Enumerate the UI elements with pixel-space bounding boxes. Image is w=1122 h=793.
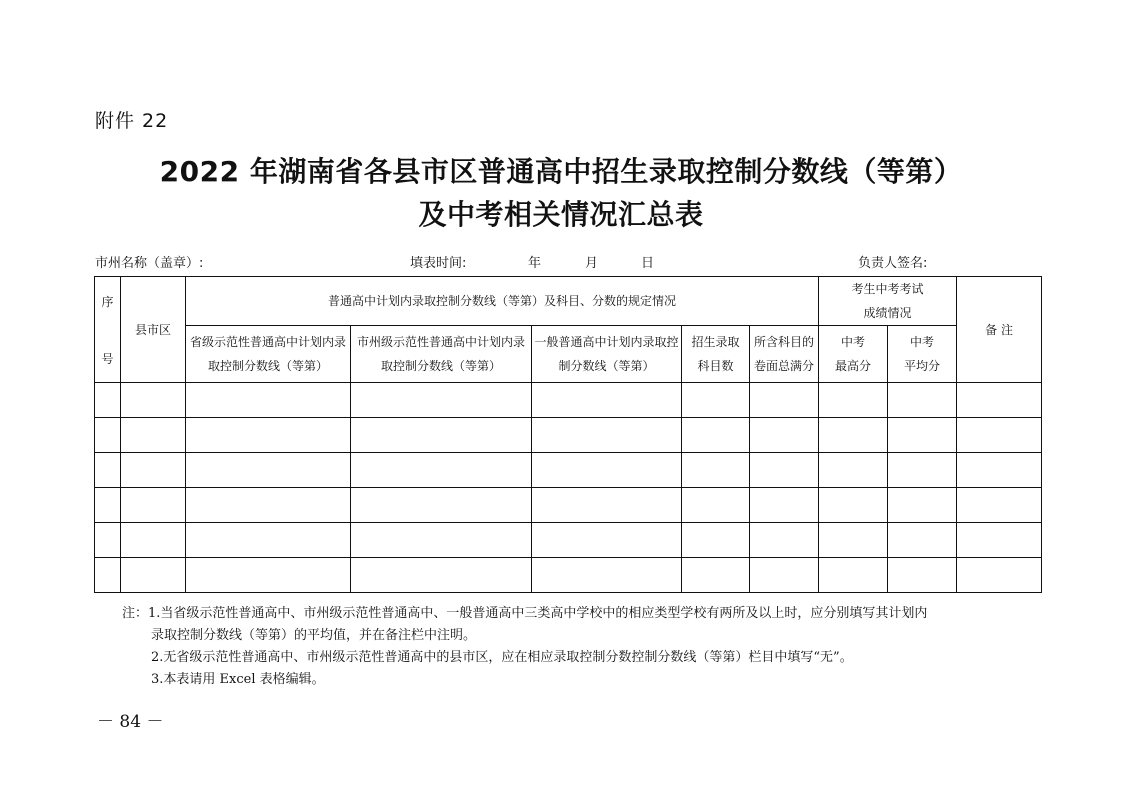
table-cell[interactable] — [351, 488, 532, 523]
header-avg-score — [888, 326, 957, 383]
table-cell[interactable] — [819, 383, 888, 418]
header-city-cutoff — [351, 326, 532, 383]
table-cell[interactable] — [682, 488, 750, 523]
table-cell[interactable] — [888, 523, 957, 558]
table-cell[interactable] — [186, 488, 351, 523]
table-cell[interactable] — [532, 418, 682, 453]
table-row — [95, 523, 1042, 558]
table-cell[interactable] — [351, 383, 532, 418]
table-cell[interactable] — [957, 453, 1042, 488]
table-cell[interactable] — [95, 558, 121, 593]
table-row — [95, 453, 1042, 488]
table-cell[interactable] — [888, 418, 957, 453]
header-subject-count — [682, 326, 750, 383]
table-row — [95, 418, 1042, 453]
note-2: 2.无省级示范性普通高中、市州级示范性普通高中的县市区，应在相应录取控制分数控制分数线（等第）栏目中填写“无”。 — [151, 650, 853, 665]
title-line-2: 及中考相关情况汇总表 — [418, 198, 704, 231]
table-row — [95, 488, 1042, 523]
header-seq-char-2: 号 — [101, 352, 114, 366]
table-cell[interactable] — [819, 453, 888, 488]
table-cell[interactable] — [95, 523, 121, 558]
header-cutoff-group: 普通高中计划内录取控制分数线（等第）及科目、分数的规定情况 — [186, 277, 819, 326]
page-number: － 84 － — [97, 712, 164, 732]
month-label: 月 — [585, 256, 599, 271]
table-cell[interactable] — [957, 523, 1042, 558]
table-cell[interactable] — [750, 488, 819, 523]
table-cell[interactable] — [121, 488, 186, 523]
header-exam-line-1: 考生中考考试 — [851, 282, 924, 296]
signature-label: 负责人签名: — [858, 256, 928, 271]
header-subject-line-2: 科目数 — [697, 359, 734, 373]
header-full-score-line-2: 卷面总满分 — [754, 359, 815, 373]
header-remarks: 备 注 — [957, 277, 1042, 383]
header-full-score — [750, 326, 819, 383]
table-cell[interactable] — [819, 558, 888, 593]
header-exam-line-2: 成绩情况 — [863, 306, 912, 320]
note-3: 3.本表请用 Excel 表格编辑。 — [151, 672, 325, 687]
table-cell[interactable] — [750, 558, 819, 593]
table-row — [95, 383, 1042, 418]
header-county: 县市区 — [121, 277, 186, 383]
header-seq — [95, 277, 121, 383]
table-cell[interactable] — [957, 383, 1042, 418]
table-cell[interactable] — [888, 558, 957, 593]
table-cell[interactable] — [819, 488, 888, 523]
attachment-label: 附件 22 — [95, 110, 169, 132]
table-cell[interactable] — [186, 418, 351, 453]
table-row — [95, 558, 1042, 593]
header-city-line-2: 取控制分数线（等第） — [380, 359, 501, 373]
header-full-score-line-1: 所含科目的 — [754, 335, 815, 349]
header-exam-group — [819, 277, 957, 326]
header-seq-char-1: 序 — [101, 295, 114, 309]
table-cell[interactable] — [682, 418, 750, 453]
table-cell[interactable] — [186, 383, 351, 418]
table-cell[interactable] — [532, 558, 682, 593]
table-cell[interactable] — [351, 453, 532, 488]
note-1-line-1: 注：1.当省级示范性普通高中、市州级示范性普通高中、一般普通高中三类高中学校中的相应类型学校有两所及以上时，应分别填写其计划内 — [122, 606, 928, 621]
table-cell[interactable] — [957, 488, 1042, 523]
header-provincial-line-2: 取控制分数线（等第） — [207, 359, 328, 373]
header-general-cutoff — [532, 326, 682, 383]
table-cell[interactable] — [95, 418, 121, 453]
table-cell[interactable] — [532, 383, 682, 418]
summary-table — [94, 276, 1042, 593]
table-cell[interactable] — [95, 383, 121, 418]
header-city-line-1: 市州级示范性普通高中计划内录 — [356, 335, 525, 349]
table-body — [95, 383, 1042, 593]
table-cell[interactable] — [121, 453, 186, 488]
header-subject-line-1: 招生录取 — [691, 335, 740, 349]
city-name-label: 市州名称（盖章）: — [95, 256, 204, 271]
table-cell[interactable] — [121, 418, 186, 453]
fill-date-label: 填表时间: — [410, 256, 467, 271]
notes — [122, 603, 927, 691]
title-line-1: 2022 年湖南省各县市区普通高中招生录取控制分数线（等第） — [159, 155, 963, 188]
table-cell[interactable] — [750, 453, 819, 488]
table-cell[interactable] — [682, 523, 750, 558]
header-max-line-2: 最高分 — [835, 359, 872, 373]
table-cell[interactable] — [121, 558, 186, 593]
table-cell[interactable] — [888, 383, 957, 418]
table-cell[interactable] — [95, 453, 121, 488]
table-cell[interactable] — [121, 383, 186, 418]
table-cell[interactable] — [957, 418, 1042, 453]
table-cell[interactable] — [121, 523, 186, 558]
table-cell[interactable] — [888, 453, 957, 488]
table-cell[interactable] — [186, 523, 351, 558]
header-avg-line-1: 中考 — [910, 335, 935, 349]
header-max-line-1: 中考 — [841, 335, 866, 349]
table-cell[interactable] — [186, 453, 351, 488]
table-cell[interactable] — [750, 523, 819, 558]
header-avg-line-2: 平均分 — [904, 359, 941, 373]
table-cell[interactable] — [532, 523, 682, 558]
table-cell[interactable] — [819, 418, 888, 453]
table-cell[interactable] — [532, 488, 682, 523]
header-provincial-cutoff — [186, 326, 351, 383]
header-max-score — [819, 326, 888, 383]
table-cell[interactable] — [888, 488, 957, 523]
table-cell[interactable] — [186, 558, 351, 593]
table-cell[interactable] — [682, 558, 750, 593]
header-general-line-2: 制分数线（等第） — [558, 359, 655, 373]
header-provincial-line-1: 省级示范性普通高中计划内录 — [189, 335, 346, 349]
day-label: 日 — [641, 256, 655, 271]
table-cell[interactable] — [351, 523, 532, 558]
table-cell[interactable] — [750, 418, 819, 453]
table-cell[interactable] — [532, 453, 682, 488]
note-1-line-2: 录取控制分数线（等第）的平均值，并在备注栏中注明。 — [151, 628, 477, 643]
year-label: 年 — [528, 256, 542, 271]
table-cell[interactable] — [957, 558, 1042, 593]
table-cell[interactable] — [750, 383, 819, 418]
table-cell[interactable] — [682, 453, 750, 488]
table-cell[interactable] — [351, 418, 532, 453]
table-cell[interactable] — [682, 383, 750, 418]
header-general-line-1: 一般普通高中计划内录取控 — [534, 335, 679, 349]
table-cell[interactable] — [351, 558, 532, 593]
table-cell[interactable] — [95, 488, 121, 523]
table-cell[interactable] — [819, 523, 888, 558]
